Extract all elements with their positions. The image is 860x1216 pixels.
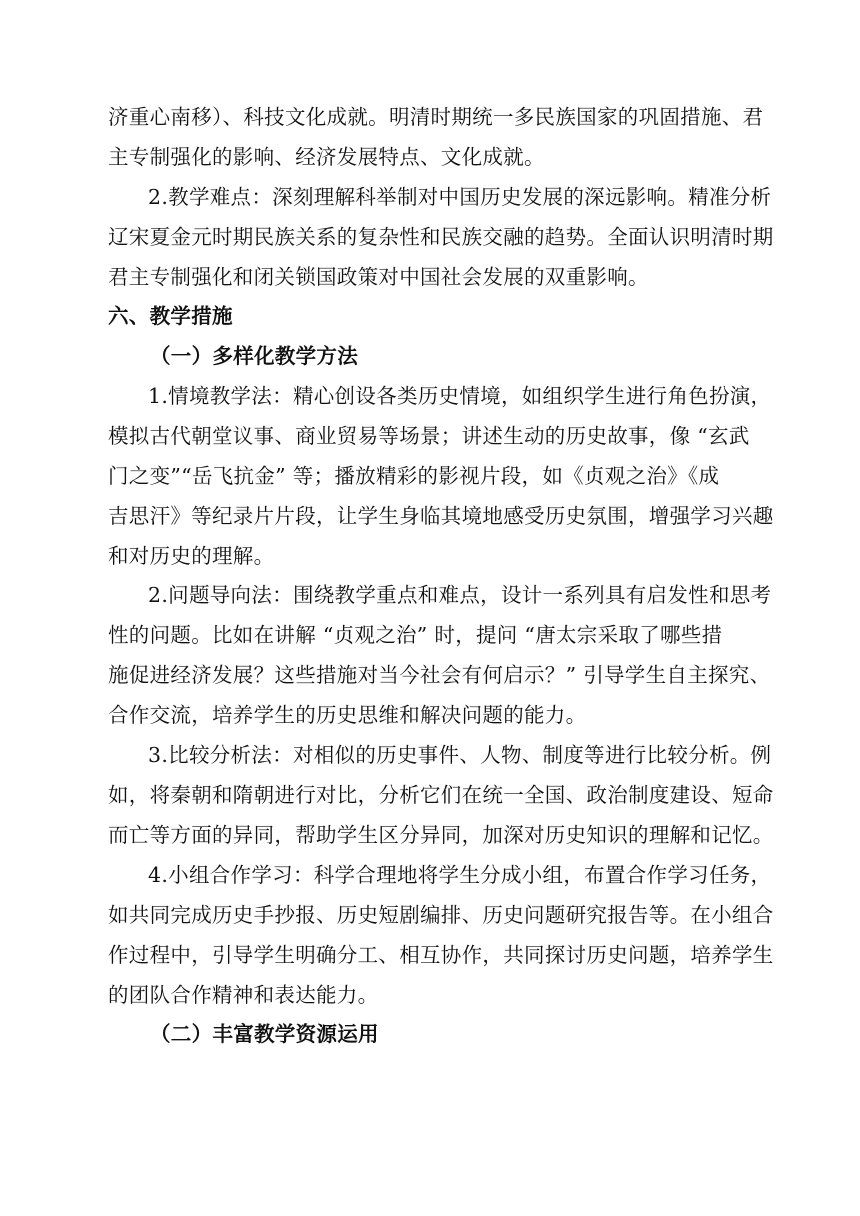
paragraph-line: 4.小组合作学习：科学合理地将学生分成小组，布置合作学习任务，	[148, 863, 772, 887]
paragraph-line: 的团队合作精神和表达能力。	[108, 983, 379, 1007]
section-heading: 六、教学措施	[108, 304, 233, 328]
paragraph-line: 2.教学难点：深刻理解科举制对中国历史发展的深远影响。精准分析	[148, 185, 772, 209]
paragraph-line: 作过程中，引导学生明确分工、相互协作，共同探讨历史问题，培养学生	[108, 943, 774, 967]
subsection-heading: （一）多样化教学方法	[150, 344, 358, 368]
paragraph-line: 辽宋夏金元时期民族关系的复杂性和民族交融的趋势。全面认识明清时期	[108, 225, 774, 249]
paragraph-line: 吉思汗》等纪录片片段，让学生身临其境地感受历史氛围，增强学习兴趣	[108, 504, 774, 528]
paragraph-line: 门之变”“岳飞抗金” 等；播放精彩的影视片段，如《贞观之治》《成	[108, 464, 720, 488]
paragraph-line: 如，将秦朝和隋朝进行对比，分析它们在统一全国、政治制度建设、短命	[108, 783, 774, 807]
paragraph-line: 君主专制强化和闭关锁国政策对中国社会发展的双重影响。	[108, 265, 649, 289]
paragraph-line: 合作交流，培养学生的历史思维和解决问题的能力。	[108, 703, 587, 727]
paragraph-line: 1.情境教学法：精心创设各类历史情境，如组织学生进行角色扮演，	[148, 384, 772, 408]
paragraph-line: 和对历史的理解。	[108, 544, 275, 568]
paragraph-line: 3.比较分析法：对相似的历史事件、人物、制度等进行比较分析。例	[148, 743, 772, 767]
paragraph-line: 性的问题。比如在讲解 “贞观之治” 时，提问 “唐太宗采取了哪些措	[108, 623, 723, 647]
paragraph-line: 如共同完成历史手抄报、历史短剧编排、历史问题研究报告等。在小组合	[108, 903, 774, 927]
paragraph-line: 而亡等方面的异同，帮助学生区分异同，加深对历史知识的理解和记忆。	[108, 823, 774, 847]
paragraph-line: 施促进经济发展？这些措施对当今社会有何启示？” 引导学生自主探究、	[108, 663, 771, 687]
subsection-heading: （二）丰富教学资源运用	[150, 1022, 379, 1046]
paragraph-line: 模拟古代朝堂议事、商业贸易等场景；讲述生动的历史故事，像 “玄武	[108, 424, 750, 448]
paragraph-line: 济重心南移）、科技文化成就。明清时期统一多民族国家的巩固措施、君	[108, 105, 764, 129]
paragraph-line: 主专制强化的影响、经济发展特点、文化成就。	[108, 145, 545, 169]
paragraph-line: 2.问题导向法：围绕教学重点和难点，设计一系列具有启发性和思考	[148, 583, 772, 607]
